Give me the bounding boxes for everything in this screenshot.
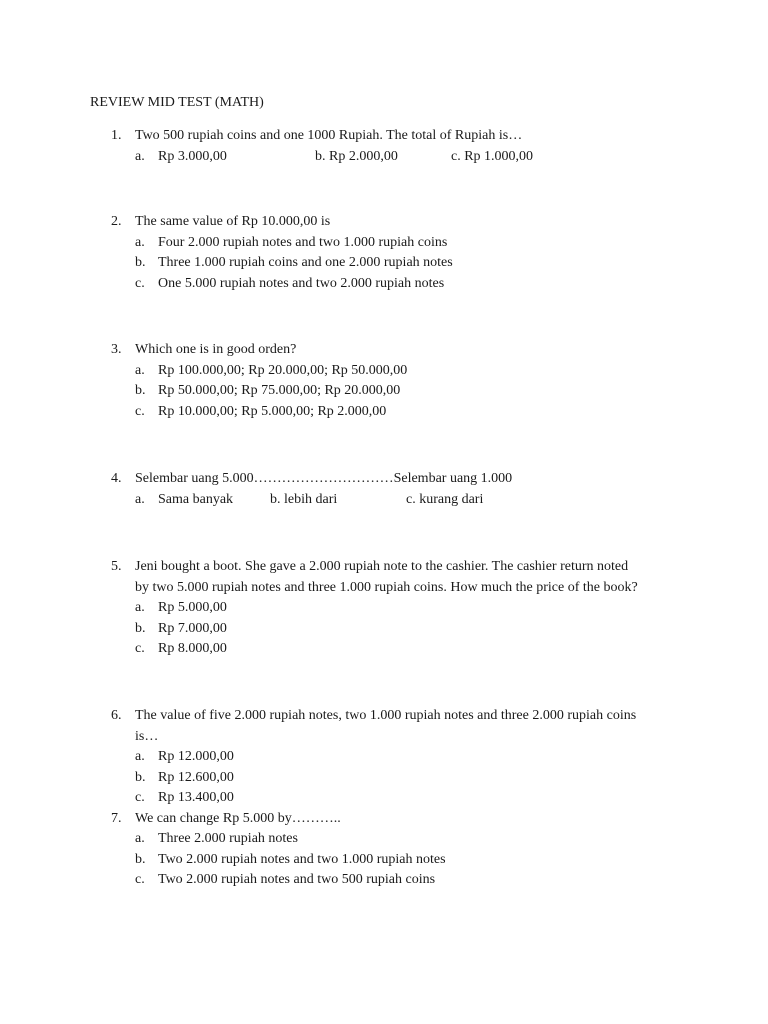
option-b: [0, 253, 768, 274]
option-a: [0, 747, 768, 768]
option-letter: a.: [135, 491, 145, 507]
question-text: Which one is in good orden?: [135, 342, 297, 357]
option-c: [0, 274, 768, 295]
question-text: Two 500 rupiah coins and one 1000 Rupiah. The total of Rupiah is…: [135, 128, 523, 143]
option-letter: a.: [135, 234, 145, 250]
option-text: Four 2.000 rupiah notes and two 1.000 rupiah coins: [158, 234, 448, 250]
option-text: One 5.000 rupiah notes and two 2.000 rupiah notes: [158, 275, 445, 291]
question-text-line-2: by two 5.000 rupiah notes and three 1.000 rupiah coins. How much the price of the book?: [135, 579, 638, 595]
option-letter: b.: [135, 383, 146, 398]
option-c-text: c. Rp 1.000,00: [451, 148, 534, 164]
option-letter: c.: [135, 790, 145, 805]
option-c-text: c. kurang dari: [406, 491, 484, 507]
option-a-text: Sama banyak: [158, 491, 234, 507]
option-text: Rp 7.000,00: [158, 620, 227, 636]
option-letter: a.: [135, 362, 145, 378]
option-letter: a.: [135, 749, 145, 764]
option-letter: b.: [135, 769, 146, 785]
option-b: [0, 619, 768, 640]
option-b-text: b. lebih dari: [270, 491, 338, 507]
option-a: [0, 598, 768, 619]
option-c: [0, 402, 768, 423]
option-letter: c.: [135, 641, 145, 656]
option-letter: b.: [135, 620, 146, 636]
option-text: Rp 12.000,00: [158, 749, 234, 764]
inline-options: [0, 147, 768, 168]
option-c: [0, 639, 768, 660]
question-text-line-1: The value of five 2.000 rupiah notes, two 1.000 rupiah notes and three 2.000 rupiah coins: [135, 708, 637, 723]
option-text: Two 2.000 rupiah notes and two 500 rupiah coins: [158, 872, 436, 887]
question-text-line-1: Jeni bought a boot. She gave a 2.000 rupiah note to the cashier. The cashier return noted: [135, 559, 629, 574]
question-text: The same value of Rp 10.000,00 is: [135, 214, 331, 229]
option-text: Rp 5.000,00: [158, 600, 227, 615]
option-text: Rp 10.000,00; Rp 5.000,00; Rp 2.000,00: [158, 403, 387, 419]
option-letter: c.: [135, 403, 145, 419]
option-letter: b.: [135, 851, 146, 867]
inline-options: [0, 490, 768, 511]
option-b: [0, 768, 768, 789]
option-b-text: b. Rp 2.000,00: [315, 148, 398, 164]
option-letter: a.: [135, 600, 145, 615]
option-a: [0, 233, 768, 254]
option-a: [0, 361, 768, 382]
question-number: 2.: [111, 214, 122, 229]
option-text: Rp 13.400,00: [158, 790, 234, 805]
option-letter: c.: [135, 275, 145, 291]
question-number: 6.: [111, 708, 122, 723]
option-b: [0, 850, 768, 871]
question-number: 1.: [111, 128, 122, 143]
option-text: Three 1.000 rupiah coins and one 2.000 rupiah notes: [158, 255, 453, 270]
option-letter: c.: [135, 872, 145, 887]
option-text: Rp 50.000,00; Rp 75.000,00; Rp 20.000,00: [158, 383, 401, 398]
question-text: Selembar uang 5.000…………………………Selembar uang 1.000: [135, 471, 513, 486]
option-a-text: Rp 3.000,00: [158, 148, 227, 164]
option-letter: a.: [135, 831, 145, 846]
question-number: 5.: [111, 559, 122, 574]
option-letter: a.: [135, 148, 145, 164]
option-c: [0, 788, 768, 809]
document-title: REVIEW MID TEST (MATH): [90, 95, 264, 110]
option-text: Three 2.000 rupiah notes: [158, 831, 298, 846]
option-letter: b.: [135, 255, 146, 270]
option-text: Two 2.000 rupiah notes and two 1.000 rupiah notes: [158, 851, 446, 867]
question-number: 7.: [111, 810, 122, 826]
option-c: [0, 870, 768, 891]
question-text-line-2: is…: [135, 728, 159, 744]
option-a: [0, 829, 768, 850]
option-text: Rp 100.000,00; Rp 20.000,00; Rp 50.000,00: [158, 362, 408, 378]
question-number: 4.: [111, 471, 122, 486]
option-text: Rp 12.600,00: [158, 769, 234, 785]
question-text: We can change Rp 5.000 by………..: [135, 810, 341, 826]
option-b: [0, 381, 768, 402]
question-number: 3.: [111, 342, 122, 357]
option-text: Rp 8.000,00: [158, 641, 227, 656]
